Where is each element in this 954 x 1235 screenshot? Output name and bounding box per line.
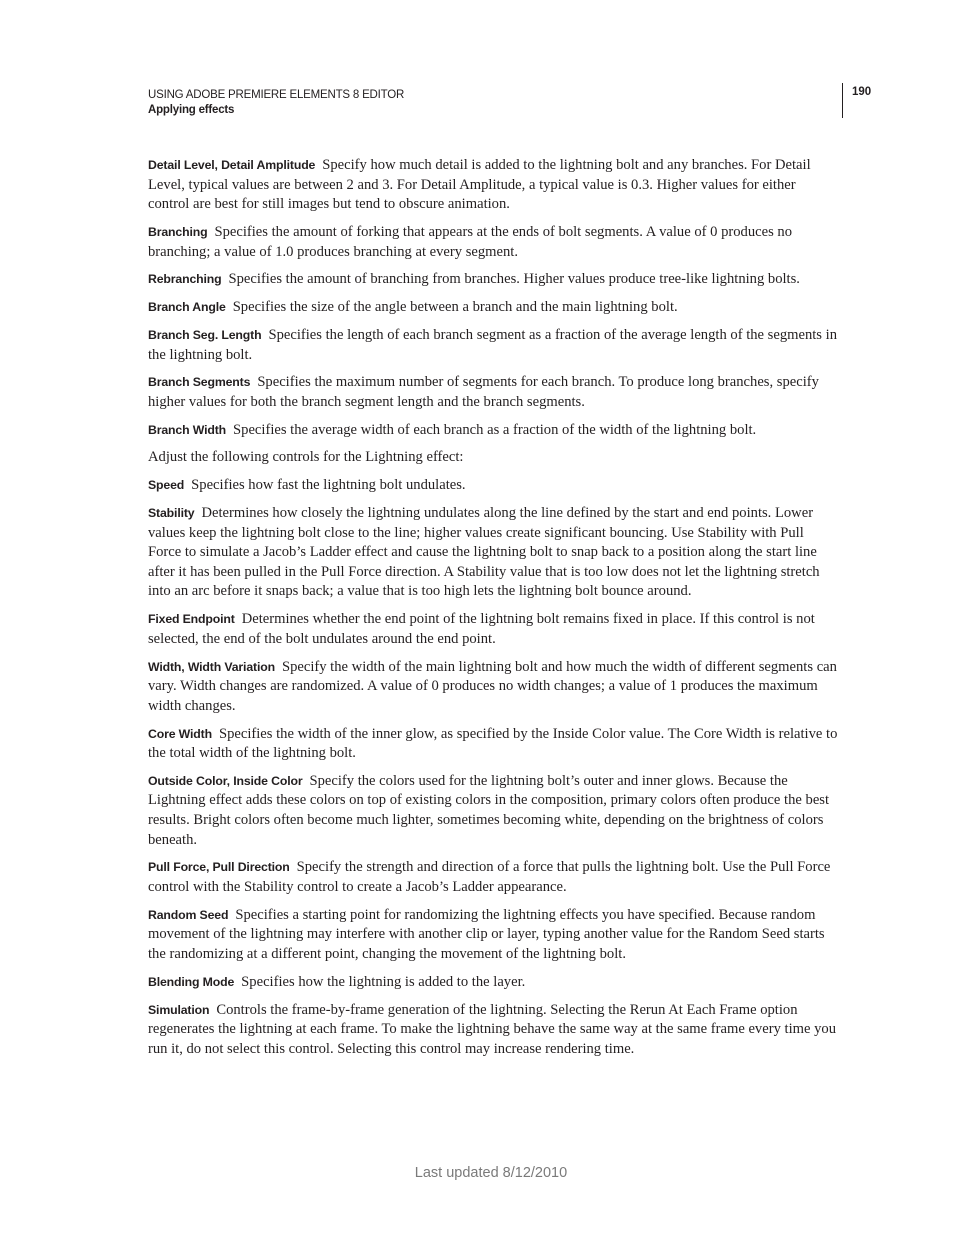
entry-text: Specifies the width of the inner glow, as specified by the Inside Color value. The Core Width is relative to the total width of the lightning bolt. — [148, 725, 838, 762]
entry-term: Rebranching — [148, 272, 222, 287]
entry-term: Branching — [148, 224, 208, 239]
entry-speed — [148, 476, 838, 496]
entry-detail-level — [148, 156, 838, 215]
entry-text: Specifies the average width of each branch as a fraction of the width of the lightning bolt. — [233, 421, 757, 438]
entry-term: Branch Seg. Length — [148, 327, 262, 342]
entry-text: Adjust the following controls for the Lightning effect: — [148, 449, 464, 466]
intro-paragraph — [148, 448, 838, 468]
entry-text: Specify the colors used for the lightning bolt’s outer and inner glows. Because the Lightning effect adds these colors on top of existing colors in the composition, primary colors often produce the best results. Bright colors often become much lighter, sometimes becoming white, depending on the brightness of colors beneath. — [148, 772, 830, 848]
entry-text: Specifies the amount of branching from branches. Higher values produce tree-like lightning bolts. — [228, 271, 800, 288]
entry-core-width — [148, 725, 838, 764]
entry-text: Specifies the size of the angle between a branch and the main lightning bolt. — [232, 299, 678, 316]
entry-term: Speed — [148, 478, 185, 493]
entry-term: Simulation — [148, 1002, 210, 1017]
entry-text: Specifies a starting point for randomizing the lightning effects you have specified. Because random movement of the lightning may interfere with another clip or layer, typing another value for the Random Seed starts the randomizing at a different point, changing the movement of the lightning bolt. — [148, 906, 825, 962]
footer-last-updated: Last updated 8/12/2010 — [414, 1165, 568, 1181]
entry-term: Stability — [148, 506, 195, 520]
body-content — [148, 156, 838, 1068]
entry-term: Random Seed — [148, 907, 229, 922]
entry-simulation — [148, 1001, 838, 1060]
entry-term: Detail Level, Detail Amplitude — [148, 158, 316, 172]
entry-term: Branch Width — [148, 422, 227, 437]
entry-term: Core Width — [148, 726, 212, 741]
entry-text: Specify the width of the main lightning bolt and how much the width of different segments can vary. Width changes are randomized. A value of 0 produces no width changes; a value of 1 produces the maximum width changes. — [148, 658, 837, 714]
entry-text: Controls the frame-by-frame generation of the lightning. Selecting the Rerun At Each Frame option regenerates the lightning at each frame. To make the lightning behave the same way at the same frame every time you run it, do not select this control. Selecting this control may increase rendering time. — [148, 1001, 836, 1057]
page-number: 190 — [852, 86, 872, 98]
entry-width — [148, 658, 838, 717]
entry-text: Determines whether the end point of the lightning bolt remains fixed in place. If this control is not selected, the end of the bolt undulates around the end point. — [148, 611, 815, 647]
entry-term: Outside Color, Inside Color — [148, 773, 303, 788]
document-title: USING ADOBE PREMIERE ELEMENTS 8 EDITOR — [148, 89, 405, 101]
entry-term: Fixed Endpoint — [148, 612, 235, 627]
entry-term: Width, Width Variation — [148, 659, 275, 674]
entry-text: Specifies the length of each branch segment as a fraction of the average length of the segments in the lightning bolt. — [148, 326, 837, 363]
entry-text: Specifies the amount of forking that appears at the ends of bolt segments. A value of 0 produces no branching; a value of 1.0 produces branching at every segment. — [148, 223, 792, 260]
running-header — [148, 88, 404, 118]
entry-term: Pull Force, Pull Direction — [148, 860, 290, 875]
entry-branch-segments — [148, 373, 838, 412]
entry-outside-color — [148, 772, 838, 850]
entry-text: Determines how closely the lightning undulates along the line defined by the start and end points. Lower values keep the lightning bolt close to the line; higher values create significant bouncing. Use Stability with Pull Force to simulate a Jacob’s Ladder effect and cause the lightning bolt to snap back to a position along the start line after it has been pulled in the Pull Force direction. A Stability value that is too low does not let the lightning stretch into an arc before it snaps back; a value that is too high lets the lightning bolt bounce around. — [148, 505, 820, 600]
entry-text: Specifies how the lightning is added to the layer. — [241, 973, 526, 990]
header-divider — [842, 83, 843, 118]
entry-branch-angle — [148, 298, 838, 318]
entry-branch-seg-length — [148, 326, 838, 365]
entry-rebranching — [148, 270, 838, 290]
entry-text: Specify the strength and direction of a force that pulls the lightning bolt. Use the Pull Force control with the Stability control to create a Jacob’s Ladder appearance. — [148, 859, 831, 896]
section-title: Applying effects — [148, 104, 235, 116]
entry-term: Blending Mode — [148, 974, 235, 989]
entry-random-seed — [148, 906, 838, 965]
entry-text: Specifies how fast the lightning bolt undulates. — [191, 477, 466, 494]
entry-blending-mode — [148, 973, 838, 993]
entry-fixed-endpoint — [148, 610, 838, 649]
entry-stability — [148, 504, 838, 602]
entry-branching — [148, 223, 838, 262]
entry-pull-force — [148, 858, 838, 897]
entry-term: Branch Segments — [148, 375, 251, 390]
entry-term: Branch Angle — [148, 300, 226, 315]
entry-text: Specify how much detail is added to the lightning bolt and any branches. For Detail Level, typical values are between 2 and 3. For Detail Amplitude, a typical value is 0.3. Higher values for either control are best for still images but tend to obscure animation. — [148, 157, 811, 213]
entry-text: Specifies the maximum number of segments for each branch. To produce long branches, specify higher values for both the branch segment length and the branch segments. — [148, 374, 819, 410]
entry-branch-width — [148, 421, 838, 441]
